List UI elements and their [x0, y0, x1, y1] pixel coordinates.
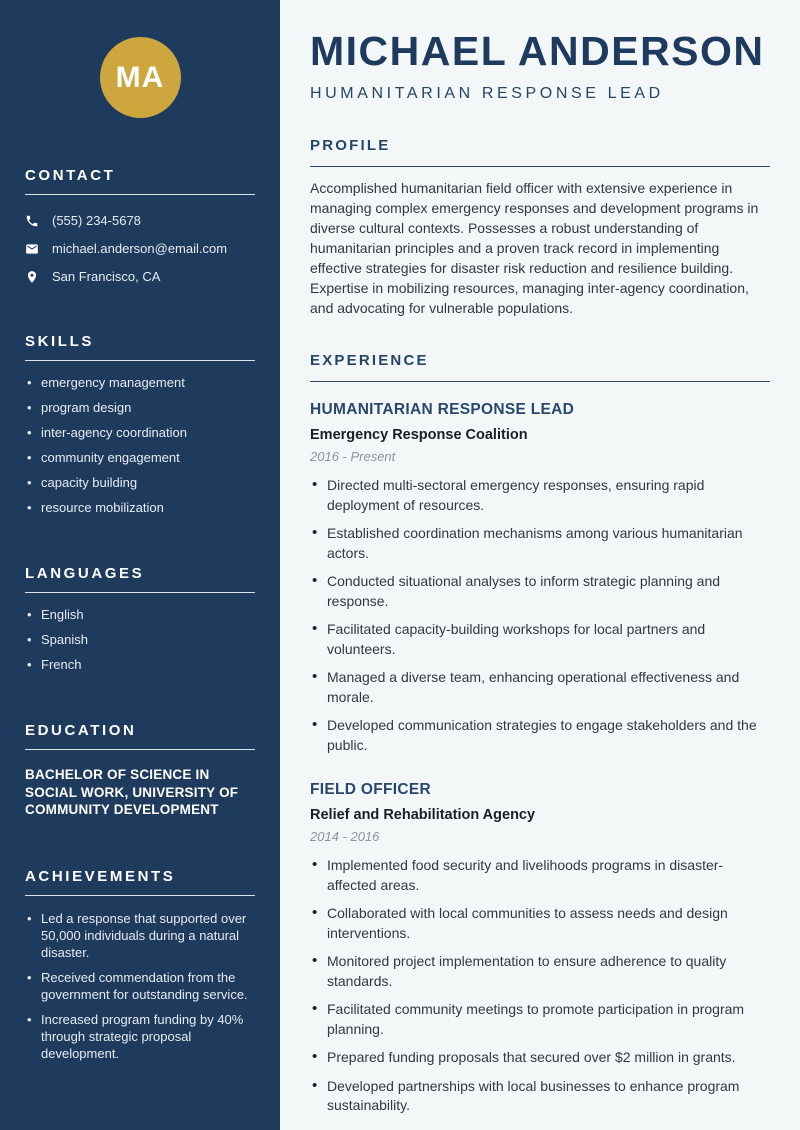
experience-section — [310, 352, 770, 1116]
skill-item: • program design — [25, 400, 255, 416]
achievements-divider — [25, 895, 255, 896]
skill-item: • capacity building — [25, 475, 255, 491]
achievement-item: • Increased program funding by 40% through strategic proposal development. — [25, 1011, 255, 1062]
education-divider — [25, 749, 255, 750]
job-dates: 2016 - Present — [310, 449, 396, 465]
languages-heading: LANGUAGES — [25, 565, 145, 582]
location-icon — [25, 270, 39, 284]
achievement-item: • Received commendation from the government for outstanding service. — [25, 969, 255, 1003]
contact-section — [25, 167, 255, 284]
contact-list — [25, 213, 255, 284]
job-title: HUMANITARIAN RESPONSE LEAD — [310, 401, 575, 419]
skills-list — [25, 375, 255, 516]
job-bullet: • Directed multi-sectoral emergency responses, ensuring rapid deployment of resources. — [310, 476, 770, 515]
job-bullet: • Established coordination mechanisms among various humanitarian actors. — [310, 524, 770, 563]
skill-item: • inter-agency coordination — [25, 425, 255, 441]
sidebar — [0, 0, 280, 1130]
phone-icon — [25, 214, 39, 228]
job-company: Emergency Response Coalition — [310, 427, 528, 444]
contact-item-location — [25, 269, 255, 284]
job-bullet: • Collaborated with local communities to assess needs and design interventions. — [310, 904, 770, 943]
job-title: FIELD OFFICER — [310, 781, 432, 799]
job-bullet: • Developed partnerships with local businesses to enhance program sustainability. — [310, 1077, 770, 1116]
job-entry — [310, 401, 770, 755]
job-bullet: • Conducted situational analyses to inform strategic planning and response. — [310, 572, 770, 611]
skill-item: • emergency management — [25, 375, 255, 391]
job-bullet: • Monitored project implementation to ensure adherence to quality standards. — [310, 952, 770, 991]
skill-item: • resource mobilization — [25, 500, 255, 516]
achievements-list — [25, 910, 255, 1062]
job-bullet-list — [310, 856, 770, 1116]
email-icon — [25, 242, 39, 256]
job-bullet: • Facilitated capacity-building workshops for local partners and volunteers. — [310, 620, 770, 659]
job-company: Relief and Rehabilitation Agency — [310, 807, 536, 824]
profile-section — [310, 137, 770, 318]
contact-phone-text: (555) 234-5678 — [52, 213, 141, 228]
contact-item-phone — [25, 213, 255, 228]
achievement-item: • Led a response that supported over 50,000 individuals during a natural disaster. — [25, 910, 255, 961]
languages-section — [25, 565, 255, 673]
experience-divider — [310, 381, 770, 382]
job-dates: 2014 - 2016 — [310, 829, 380, 845]
languages-divider — [25, 592, 255, 593]
profile-heading: PROFILE — [310, 137, 391, 155]
job-bullet: • Managed a diverse team, enhancing operational effectiveness and morale. — [310, 668, 770, 707]
achievements-section — [25, 868, 255, 1062]
contact-item-email — [25, 241, 255, 256]
language-item: • French — [25, 657, 255, 673]
avatar — [100, 37, 181, 118]
education-heading: EDUCATION — [25, 722, 137, 739]
job-bullet: • Implemented food security and livelihoods programs in disaster-affected areas. — [310, 856, 770, 895]
main-content — [280, 0, 800, 1130]
person-title: HUMANITARIAN RESPONSE LEAD — [310, 85, 664, 103]
education-degree: BACHELOR OF SCIENCE IN SOCIAL WORK, UNIVERSITY OF COMMUNITY DEVELOPMENT — [25, 767, 239, 817]
language-item: • English — [25, 607, 255, 623]
skills-divider — [25, 360, 255, 361]
skills-section — [25, 333, 255, 516]
job-bullet-list — [310, 476, 770, 755]
language-item: • Spanish — [25, 632, 255, 648]
avatar-initials: MA — [115, 60, 165, 94]
skills-heading: SKILLS — [25, 333, 94, 350]
profile-divider — [310, 166, 770, 167]
job-bullet: • Facilitated community meetings to promote participation in program planning. — [310, 1000, 770, 1039]
contact-location-text: San Francisco, CA — [52, 269, 161, 284]
job-bullet: • Developed communication strategies to engage stakeholders and the public. — [310, 716, 770, 755]
contact-email-text: michael.anderson@email.com — [52, 241, 228, 256]
job-bullet: • Prepared funding proposals that secured over $2 million in grants. — [310, 1048, 770, 1068]
job-entry — [310, 781, 770, 1116]
person-name: MICHAEL ANDERSON — [310, 28, 765, 74]
profile-text: Accomplished humanitarian field officer with extensive experience in managing complex emergency responses and development programs in diverse cultural contexts. Possesses a robust understanding of humanitarian principles and a proven track record in implementing effective strategies for disaster risk reduction and resilience building. Expertise in mobilizing resources, managing inter-agency coordination, and advocating for vulnerable populations. — [310, 180, 759, 317]
experience-heading: EXPERIENCE — [310, 352, 429, 370]
education-section — [25, 722, 255, 819]
contact-divider — [25, 194, 255, 195]
contact-heading: CONTACT — [25, 167, 116, 184]
skill-item: • community engagement — [25, 450, 255, 466]
achievements-heading: ACHIEVEMENTS — [25, 867, 176, 885]
languages-list — [25, 607, 255, 673]
